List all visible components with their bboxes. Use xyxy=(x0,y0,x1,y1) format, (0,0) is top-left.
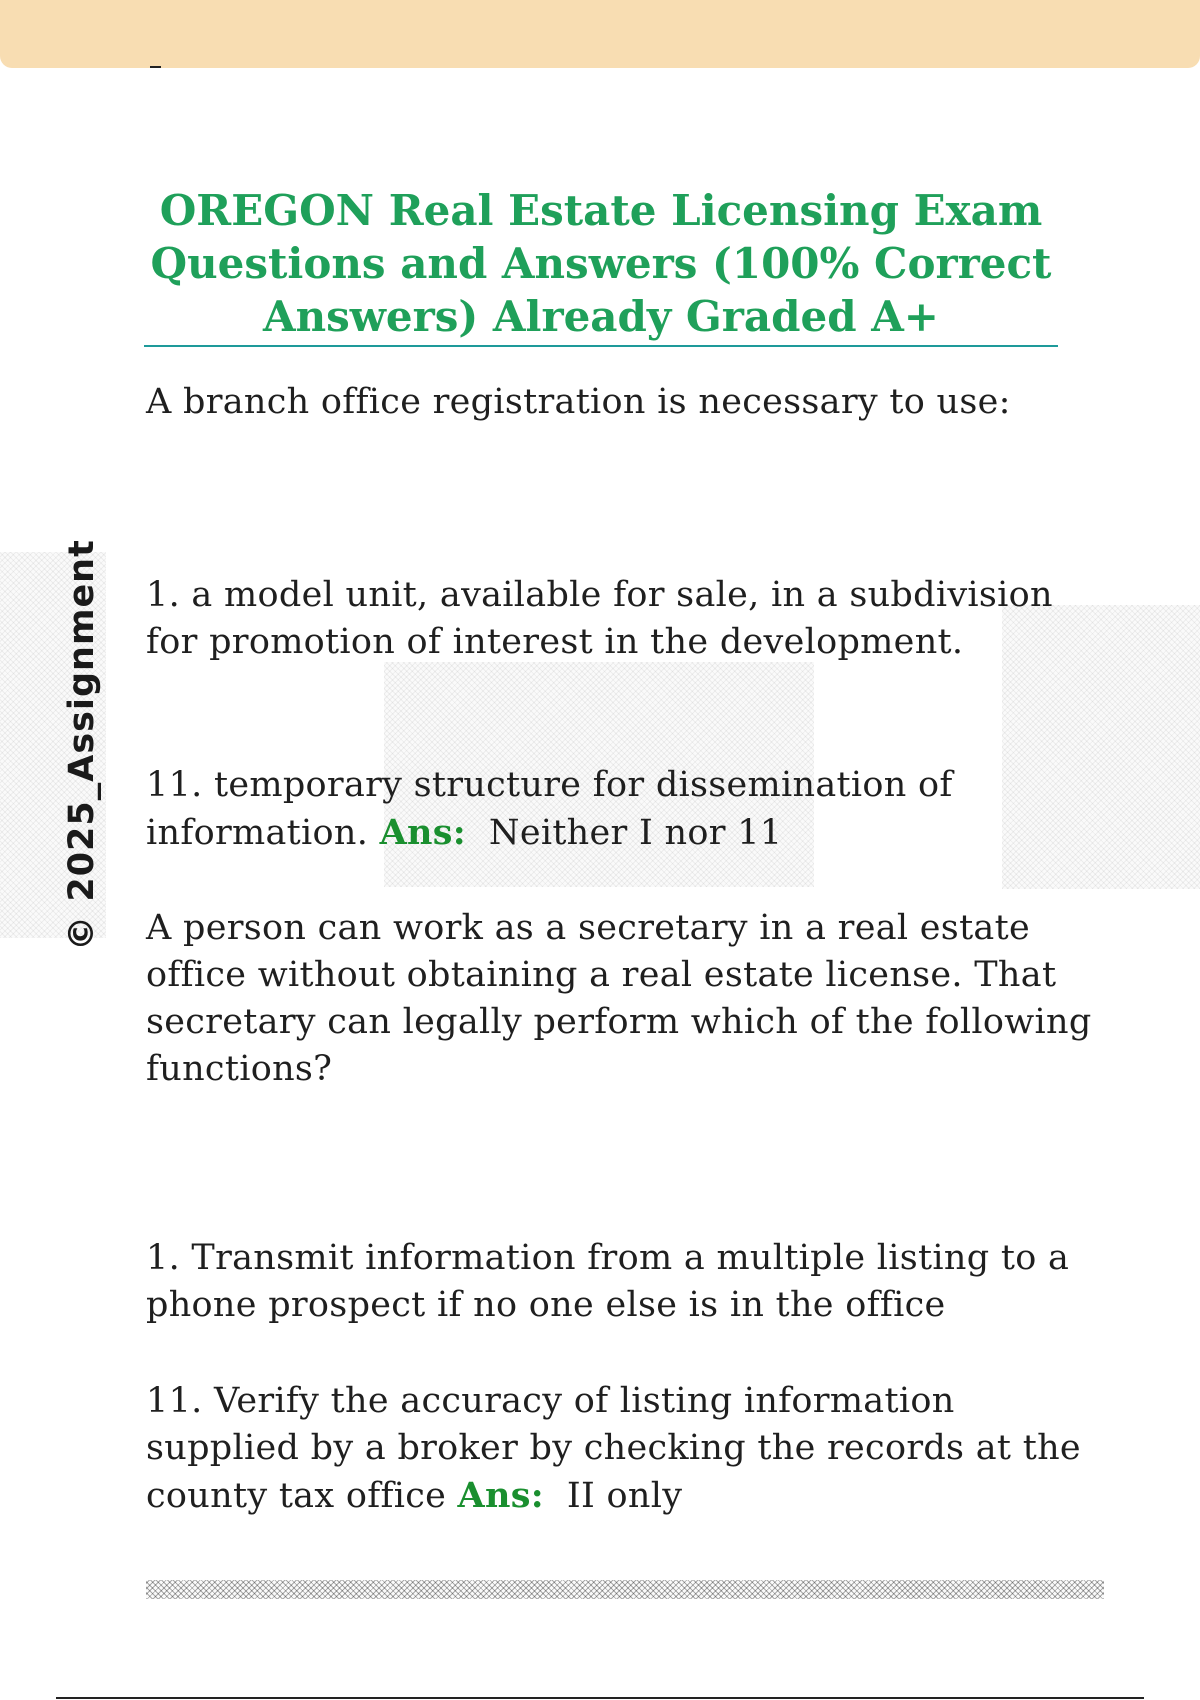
answer-label: Ans: xyxy=(379,812,467,853)
question-2-option-2-text: 11. Verify the accuracy of listing information supplied by a broker by checking the records at the county tax office xyxy=(146,1381,1081,1516)
question-1-option-2-text: 11. temporary structure for dissemination of information. xyxy=(146,765,953,853)
question-1-text: A branch office registration is necessary to use: xyxy=(146,382,1011,422)
question-1-option-1: 1. a model unit, available for sale, in a subdivision for promotion of interest in the development. xyxy=(146,575,1053,662)
title-underline xyxy=(144,345,1058,347)
question-2-option-2 xyxy=(146,1378,1096,1520)
question-2-text: A person can work as a secretary in a real estate office without obtaining a real estate license. That secretary can legally perform which of the following functions? xyxy=(146,908,1092,1089)
question-1-option-2 xyxy=(146,762,1096,857)
answer-label: Ans: xyxy=(457,1475,544,1516)
question-1-answer: Neither I nor 11 xyxy=(488,813,783,853)
question-2-answer: II only xyxy=(566,1476,683,1516)
copyright-watermark: © 2025_Assignment xyxy=(62,539,102,951)
footer-rule xyxy=(56,1697,1144,1699)
watermark-hatch-bottom xyxy=(146,1580,1104,1599)
top-banner xyxy=(0,0,1200,68)
document-title: OREGON Real Estate Licensing Exam Questions and Answers (100% Correct Answers) Already Graded A+ xyxy=(150,186,1052,341)
page-mark xyxy=(150,66,161,68)
question-2-option-1: 1. Transmit information from a multiple listing to a phone prospect if no one else is in the office xyxy=(146,1238,1070,1325)
